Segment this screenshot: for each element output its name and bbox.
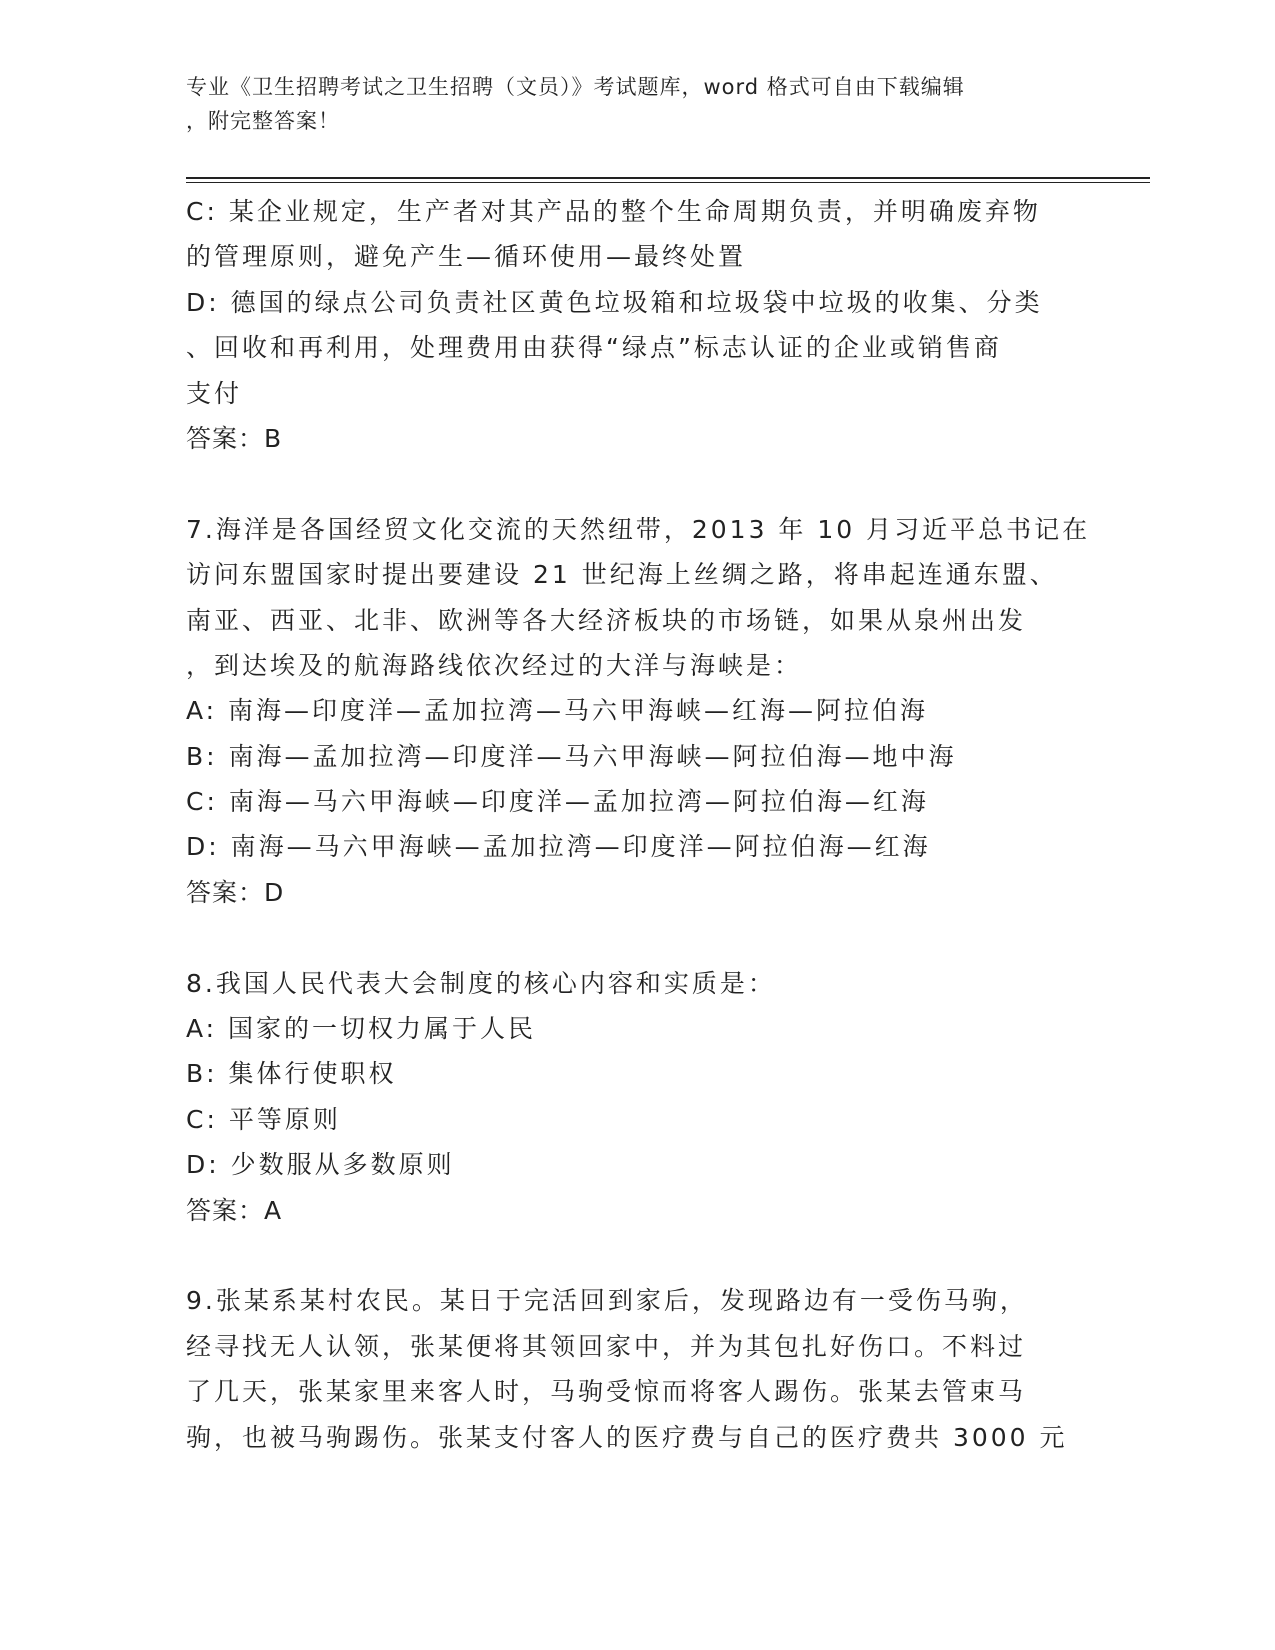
question-stem-line-1: 7.海洋是各国经贸文化交流的天然纽带，2013 年 10 月习近平总书记在 (186, 514, 1091, 544)
question-stem-line-1: 9.张某系某村农民。某日于完活回到家后，发现路边有一受伤马驹， (186, 1286, 1028, 1316)
question-9 (186, 1278, 1086, 1460)
option-c-line-2: 的管理原则，避免产生—循环使用—最终处置 (186, 242, 747, 272)
option-d: D: 南海—马六甲海峡—孟加拉湾—印度洋—阿拉伯海—红海 (186, 832, 931, 862)
question-stem-line-4: 驹，也被马驹踢伤。张某支付客人的医疗费与自己的医疗费共 3000 元 (186, 1422, 1068, 1452)
option-c-line-1: C: 某企业规定，生产者对其产品的整个生命周期负责，并明确废弃物 (186, 197, 1041, 226)
header-line-1: 专业《卫生招聘考试之卫生招聘（文员）》考试题库，word 格式可自由下载编辑 (186, 75, 965, 99)
header-line-2: ，附完整答案！ (186, 109, 340, 133)
document-header (186, 70, 1086, 138)
answer-line: 答案：A (186, 1195, 283, 1225)
header-rule-thick (186, 177, 1150, 179)
option-d-line-2: 、回收和再利用，处理费用由获得“绿点”标志认证的企业或销售商 (186, 333, 1002, 363)
spacer (186, 915, 1086, 960)
option-c: C: 南海—马六甲海峡—印度洋—孟加拉湾—阿拉伯海—红海 (186, 787, 929, 817)
question-stem-line-2: 经寻找无人认领，张某便将其领回家中，并为其包扎好伤口。不料过 (186, 1331, 1027, 1361)
question-stem-line-2: 访问东盟国家时提出要建设 21 世纪海上丝绸之路，将串起连通东盟、 (186, 560, 1058, 590)
spacer (186, 461, 1086, 506)
spacer (186, 1233, 1086, 1278)
option-c: C: 平等原则 (186, 1104, 341, 1134)
option-a: A: 南海—印度洋—孟加拉湾—马六甲海峡—红海—阿拉伯海 (186, 696, 929, 726)
question-stem-line-1: 8.我国人民代表大会制度的核心内容和实质是： (186, 968, 776, 998)
option-a: A: 国家的一切权力属于人民 (186, 1014, 537, 1044)
option-d: D: 少数服从多数原则 (186, 1150, 455, 1180)
question-6-tail (186, 189, 1086, 461)
question-stem-line-4: ，到达埃及的航海路线依次经过的大洋与海峡是： (186, 650, 803, 680)
question-stem-line-3: 了几天，张某家里来客人时，马驹受惊而将客人踢伤。张某去管束马 (186, 1377, 1027, 1407)
question-stem-line-3: 南亚、西亚、北非、欧洲等各大经济板块的市场链，如果从泉州出发 (186, 605, 1027, 635)
header-rule-thin (186, 182, 1150, 183)
answer-line: 答案：B (186, 423, 283, 453)
answer-line: 答案：D (186, 877, 285, 907)
option-b: B: 集体行使职权 (186, 1059, 397, 1089)
question-7 (186, 507, 1091, 916)
question-8 (186, 961, 1086, 1233)
option-b: B: 南海—孟加拉湾—印度洋—马六甲海峡—阿拉伯海—地中海 (186, 741, 957, 771)
option-d-line-1: D: 德国的绿点公司负责社区黄色垃圾箱和垃圾袋中垃圾的收集、分类 (186, 287, 1043, 317)
document-body (186, 189, 1091, 1460)
option-d-line-3: 支付 (186, 378, 243, 408)
